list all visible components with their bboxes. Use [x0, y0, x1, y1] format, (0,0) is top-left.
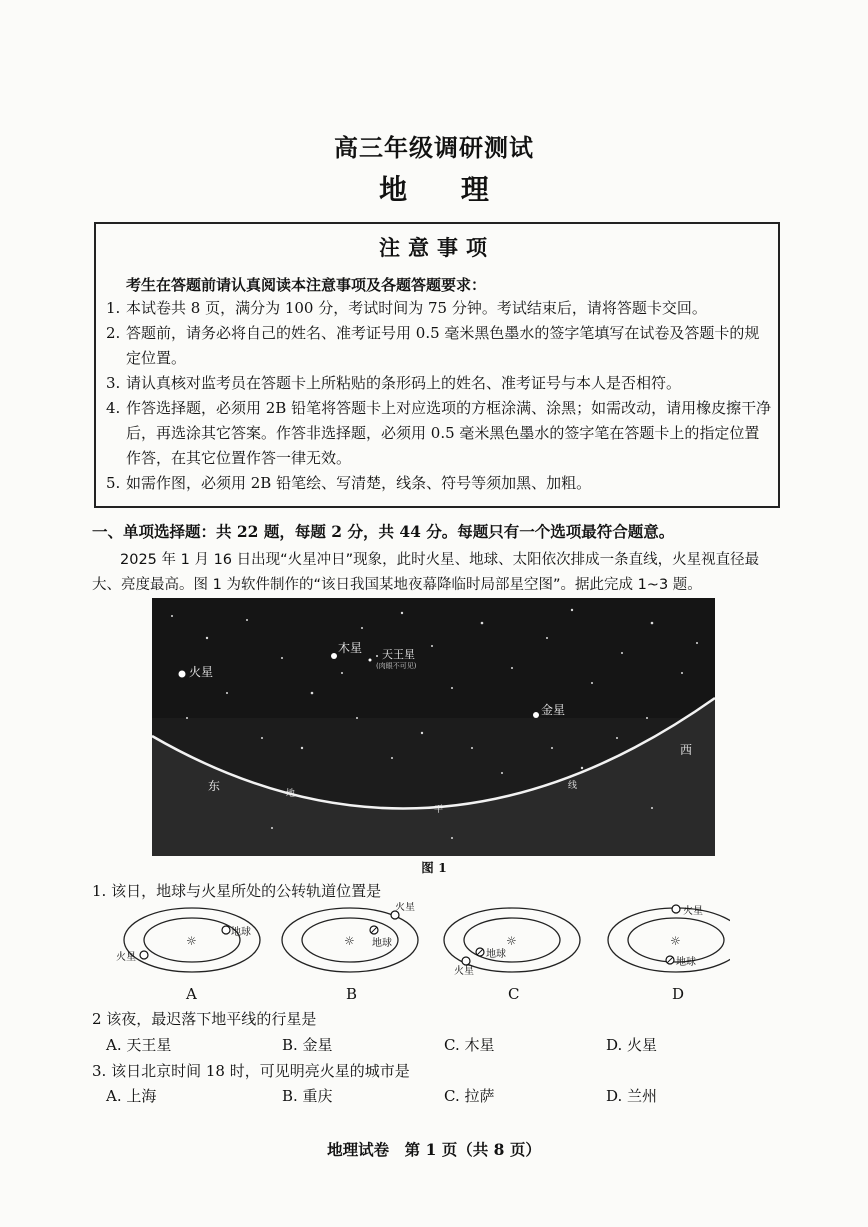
q1-option-d[interactable]: D [672, 985, 685, 1003]
q1-option-c[interactable]: C [508, 985, 520, 1003]
svg-text:☼: ☼ [506, 934, 517, 948]
q3-option-c[interactable]: C. 拉萨 [444, 1087, 495, 1105]
jupiter-marker [331, 653, 337, 659]
svg-text:地球: 地球 [372, 938, 392, 949]
jupiter-label: 木星 [338, 641, 363, 655]
notice-item: 3. 请认真核对监考员在答题卡上所粘贴的条形码上的姓名、准考证号与本人是否相符。 [106, 374, 682, 392]
exam-title: 高三年级调研测试 [334, 133, 534, 162]
uranus-marker [369, 659, 372, 662]
notice-list [106, 296, 772, 496]
q3-option-b[interactable]: B. 重庆 [282, 1087, 333, 1105]
svg-text:☼: ☼ [670, 934, 681, 948]
notice-item: 5. 如需作图，必须用 2B 铅笔绘、写清楚，线条、符号等须加黑、加粗。 [106, 474, 592, 492]
orbit-diagram-c [444, 908, 580, 977]
horizon-label-xian: 线 [568, 781, 578, 791]
svg-text:☼: ☼ [344, 934, 355, 948]
notice-box [94, 222, 780, 508]
horizon-label-di: 地 [286, 789, 296, 799]
question-3-stem: 3. 该日北京时间 18 时，可见明亮火星的城市是 [92, 1062, 410, 1080]
svg-text:☼: ☼ [186, 934, 197, 948]
orbit-diagram-d [608, 904, 730, 972]
svg-text:火星: 火星 [454, 966, 474, 977]
notice-item: 4. 作答选择题，必须用 2B 铅笔将答题卡上对应选项的方框涂满、涂黑；如需改动，请用橡皮擦干净后，再选涂其它答案。作答非选择题，必须用 0.5 毫米黑色墨水的签字笔在答题卡上的指定位置作答，在其它位置作答一律无效。 [106, 399, 772, 467]
mars-label: 火星 [189, 665, 214, 679]
q2-option-d[interactable]: D. 火星 [606, 1036, 658, 1054]
notice-item: 2. 答题前，请务必将自己的姓名、准考证号用 0.5 毫米黑色墨水的签字笔填写在试卷及答题卡的规定位置。 [106, 324, 760, 367]
figure-caption: 图 1 [421, 860, 447, 875]
svg-text:地球: 地球 [486, 949, 506, 960]
sky-map-figure [152, 598, 715, 856]
orbit-diagrams [110, 902, 730, 982]
svg-text:火星: 火星 [116, 952, 136, 963]
uranus-note: (肉眼不可见) [376, 662, 417, 670]
venus-marker [533, 712, 539, 718]
subject-title: 地 理 [379, 173, 511, 206]
q3-option-d[interactable]: D. 兰州 [606, 1087, 658, 1105]
orbit-diagram-b [282, 902, 418, 972]
q1-option-a[interactable]: A [186, 985, 197, 1003]
sky-map [152, 598, 715, 856]
uranus-label: 天王星 [382, 648, 415, 661]
page-footer: 地理试卷 第 1 页（共 8 页） [327, 1140, 541, 1159]
q3-option-a[interactable]: A. 上海 [106, 1087, 157, 1105]
mars-marker [179, 671, 186, 678]
svg-text:地球: 地球 [676, 957, 696, 968]
q2-option-b[interactable]: B. 金星 [282, 1036, 333, 1054]
venus-label: 金星 [541, 703, 566, 717]
svg-text:地球: 地球 [231, 927, 251, 938]
west-label: 西 [680, 743, 693, 757]
svg-text:火星: 火星 [683, 906, 703, 917]
notice-item: 1. 本试卷共 8 页，满分为 100 分，考试时间为 75 分钟。考试结束后，请将答题卡交回。 [106, 299, 707, 317]
question-2-stem: 2 该夜，最迟落下地平线的行星是 [92, 1010, 317, 1028]
notice-title: 注意事项 [379, 235, 495, 260]
horizon-label-ping: 平 [434, 805, 444, 815]
q1-option-b[interactable]: B [346, 985, 358, 1003]
svg-text:火星: 火星 [395, 902, 415, 913]
q2-option-c[interactable]: C. 木星 [444, 1036, 495, 1054]
question-1-stem: 1. 该日，地球与火星所处的公转轨道位置是 [92, 882, 382, 900]
east-label: 东 [208, 779, 221, 793]
orbit-diagram-a [116, 908, 260, 972]
section-heading: 一、单项选择题：共 22 题，每题 2 分，共 44 分。每题只有一个选项最符合题意。 [92, 522, 675, 541]
notice-intro: 考生在答题前请认真阅读本注意事项及各题答题要求： [126, 276, 487, 294]
q2-option-a[interactable]: A. 天王星 [106, 1036, 172, 1054]
section-intro: 2025 年 1 月 16 日出现“火星冲日”现象，此时火星、地球、太阳依次排成一条直线，火星视直径最大、亮度最高。图 1 为软件制作的“该日我国某地夜幕降临时局部星空图”。据此完成 1~3 题。 [92, 552, 760, 593]
